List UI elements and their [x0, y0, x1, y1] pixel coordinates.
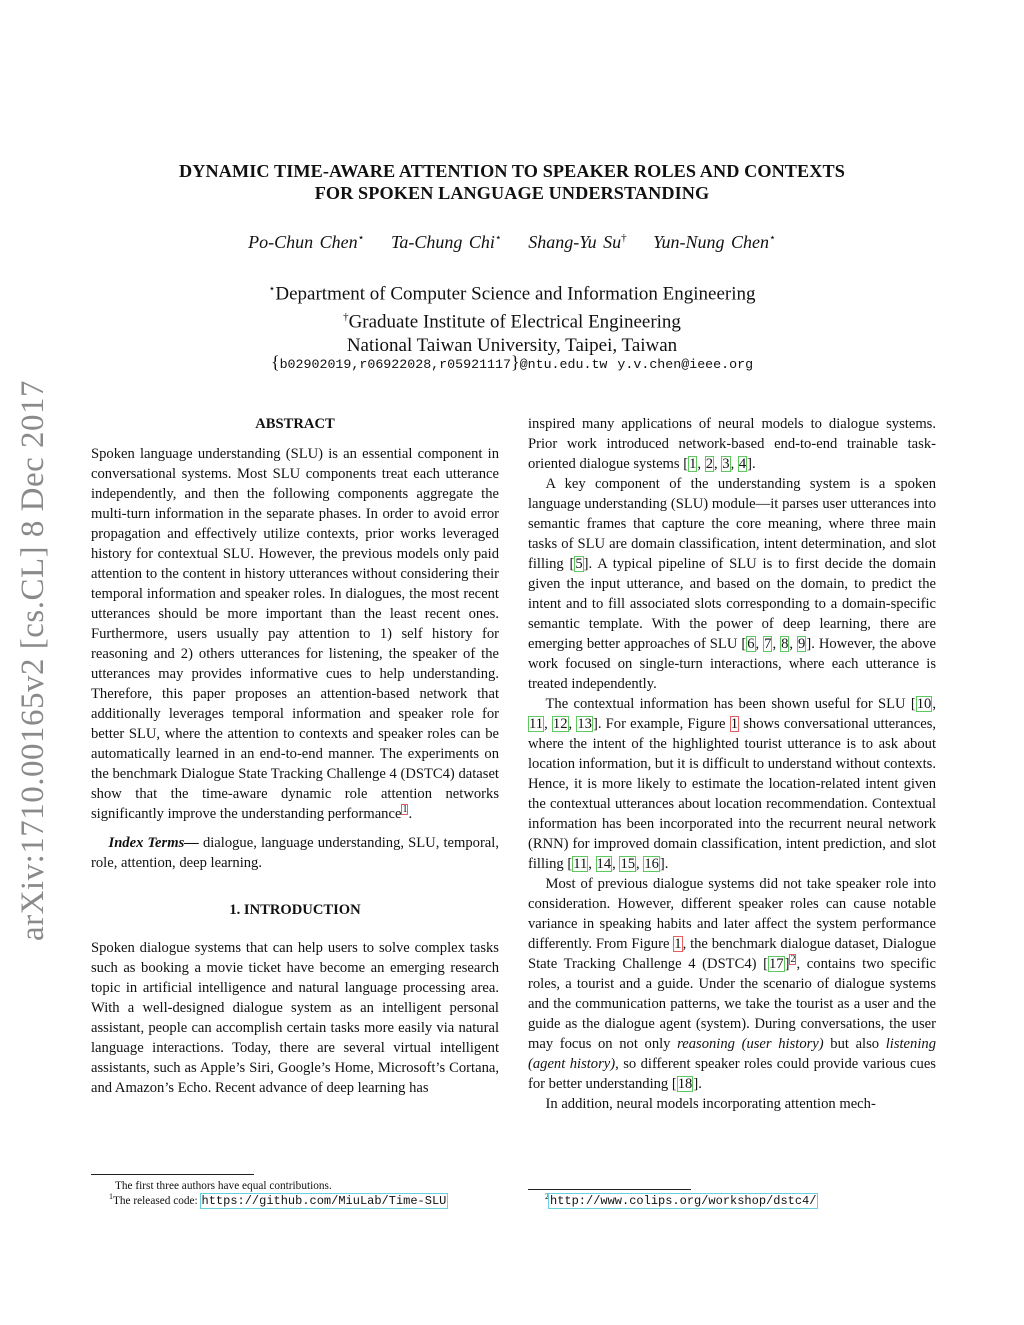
affiliation: National Taiwan University, Taipei, Taiwan	[346, 334, 678, 356]
affiliation: ⋆Department of Computer Science and Information Engineering	[268, 283, 756, 305]
citation-link[interactable]: 9	[798, 636, 806, 652]
index-terms: Index Terms— dialogue, language understanding, SLU, temporal, role, attention, deep learning.	[91, 835, 499, 871]
citation-link[interactable]: 6	[747, 636, 755, 652]
index-terms-label: Index Terms—	[108, 835, 199, 851]
citation-link[interactable]: 15	[620, 856, 636, 872]
body-paragraph: The contextual information has been shown useful for SLU [10, 11, 12, 13]. For example, Figure 1 shows conversational utterances, where the intent of the highlighted tourist utterance is to ask about location information, but it is difficult to understand without contexts. Hence, it is more likely to estimate the location-related intent given the contextual utterances about location recommendation. Contextual information has been incorporated into the recurrent neural network (RNN) for improved domain classification, intent prediction, and slot filling [11, 14, 15, 16].	[528, 696, 937, 872]
author-emails: {b02902019,r06922028,r05921117}@ntu.edu.tw y.v.chen@ieee.org	[270, 352, 754, 372]
abstract-heading: ABSTRACT	[255, 416, 335, 432]
arxiv-identifier-text: arXiv:1710.00165v2 [cs.CL] 8 Dec 2017	[15, 379, 52, 941]
citation-link[interactable]: 11	[573, 856, 588, 872]
title-line-2: FOR SPOKEN LANGUAGE UNDERSTANDING	[314, 183, 710, 203]
citation-link[interactable]: 5	[575, 556, 583, 572]
citation-link[interactable]: 8	[781, 636, 789, 652]
dstc4-url-link[interactable]: http://www.colips.org/workshop/dstc4/	[550, 1194, 817, 1208]
footnote-right: $^2$http://www.colips.org/workshop/dstc4/	[545, 1192, 817, 1208]
body-paragraph: Most of previous dialogue systems did not take speaker role into consideration. However, different speaker roles can cause notable variance in speaking habits and later affect the system performance differently. From Figure 1, the benchmark dialogue dataset, Dialogue State Tracking Challenge 4 (DSTC4) [17]$^2$, contains two specific roles, a tourist and a guide. Under the scenario of dialogue systems and the communication patterns, we take the tourist as a user and the guide as the dialogue agent (system). During conversations, the user may focus on not only reasoning (user history) but also listening (agent history), so different speaker roles could provide various cues for better understanding [18].	[528, 876, 937, 1092]
citation-link[interactable]: 10	[916, 696, 932, 712]
left-column	[91, 414, 499, 1098]
author: Yun-Nung Chen⋆	[653, 232, 776, 252]
citation-link[interactable]: 3	[722, 456, 730, 472]
affiliation: †Graduate Institute of Electrical Engineering	[343, 310, 681, 333]
citation-link[interactable]: 18	[677, 1076, 693, 1092]
citation-link[interactable]: 11	[529, 716, 544, 732]
footnote-left	[91, 1179, 511, 1209]
citation-link[interactable]: 2	[705, 456, 713, 472]
body-paragraph: In addition, neural models incorporating attention mech-	[545, 1096, 876, 1112]
author: Shang-Yu Su†	[528, 232, 627, 252]
abstract-body: Spoken language understanding (SLU) is an essential component in conversational systems. Most SLU components treat each utterance independently, and then the following components aggregate the multi-turn information in the separate phases. In order to avoid error propagation and effectively utilize contexts, prior works leveraged history for contextual SLU. However, the previous models only paid attention to the content in history utterances without considering their temporal information and speaker roles. In dialogues, the most recent utterances should be more important than the least recent ones. Furthermore, users usually pay attention to 1) self history for reasoning and 2) others utterances for listening, the speaker of the utterances may provides informative cues to help understanding. Therefore, this paper proposes an attention-based network that additionally leverages temporal information and speaker role for better SLU, where the attention to contexts and speaker roles can be automatically learned in an end-to-end manner. The experiments on the benchmark Dialogue State Tracking Challenge 4 (DSTC4) dataset show that the time-aware dynamic role attention networks significantly improve the understanding performance$^1$.	[91, 446, 499, 822]
citation-link[interactable]: 1	[689, 456, 697, 472]
author-list	[100, 231, 924, 253]
paper-title	[100, 160, 924, 204]
footnote-rule-left	[91, 1174, 254, 1175]
body-paragraph: inspired many applications of neural models to dialogue systems. Prior work introduced network-based end-to-end trainable task-oriented dialogue systems [1, 2, 3, 4].	[528, 416, 936, 472]
affiliations	[100, 278, 924, 357]
citation-link[interactable]: 7	[764, 636, 772, 652]
figure-link[interactable]: 1	[730, 716, 739, 732]
footnote-rule-right	[528, 1189, 691, 1190]
intro-paragraph: Spoken dialogue systems that can help users to solve complex tasks such as booking a movie ticket have become an emerging research topic in artificial intelligence and natural language processing area. With a well-designed dialogue system as an intelligent personal assistant, people can accomplish certain tasks more easily via natural language interactions. Today, there are several virtual intelligent assistants, such as Apple’s Siri, Google’s Home, Microsoft’s Cortana, and Amazon’s Echo. Recent advance of deep learning has	[91, 940, 499, 1096]
author: Po-Chun Chen⋆	[248, 232, 365, 252]
citation-link[interactable]: 14	[596, 856, 612, 872]
right-column	[528, 414, 936, 1114]
title-line-1: DYNAMIC TIME-AWARE ATTENTION TO SPEAKER ROLES AND CONTEXTS	[179, 161, 845, 181]
footnote-link[interactable]: 1	[402, 804, 408, 816]
arxiv-identifier	[6, 360, 62, 960]
code-url-link[interactable]: https://github.com/MiuLab/Time-SLU	[201, 1194, 447, 1208]
citation-link[interactable]: 16	[644, 856, 659, 872]
figure-link[interactable]: 1	[674, 936, 682, 952]
footnote-equal-contribution: The first three authors have equal contributions.	[115, 1180, 332, 1192]
citation-link[interactable]: 12	[552, 716, 568, 732]
body-paragraph: A key component of the understanding system is a spoken language understanding (SLU) module—it parses user utterances into semantic frames that capture the core meaning, where three main tasks of SLU are domain classification, intent determination, and slot filling [5]. A typical pipeline of SLU is to first decide the domain given the input utterance, and based on the domain, to predict the intent and to fill associated slots corresponding to a domain-specific semantic template. With the power of deep learning, there are emerging better approaches of SLU [6, 7, 8, 9]. However, the above work focused on single-turn interactions, where each utterance is treated independently.	[528, 476, 937, 692]
footnote-code: $^1$The released code: https://github.com/MiuLab/Time-SLU	[109, 1192, 447, 1208]
citation-link[interactable]: 4	[738, 456, 747, 472]
footnote-link[interactable]: 2	[790, 954, 796, 966]
citation-link[interactable]: 13	[577, 716, 592, 732]
section-heading-introduction: 1. INTRODUCTION	[229, 902, 361, 918]
citation-link[interactable]: 17	[769, 956, 784, 972]
author: Ta-Chung Chi⋆	[391, 232, 502, 252]
